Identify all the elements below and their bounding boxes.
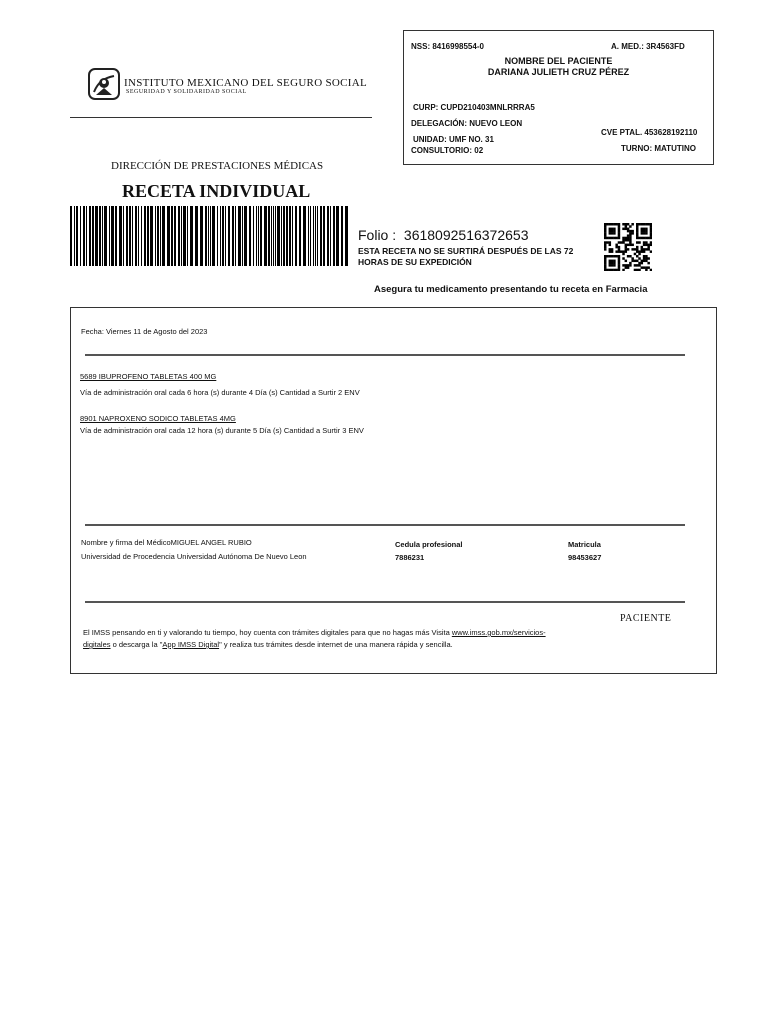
footer-divider <box>85 601 685 603</box>
folio-number: 3618092516372653 <box>403 227 529 243</box>
expiry-notice <box>358 246 573 268</box>
doctor-name: Nombre y firma del MédicoMIGUEL ANGEL RUBIO <box>81 538 252 547</box>
org-name: INSTITUTO MEXICANO DEL SEGURO SOCIAL <box>124 77 368 89</box>
medication-2-instructions: Vía de administración oral cada 12 hora (s) durante 5 Día (s) Cantidad a Surtir 3 ENV <box>80 426 364 435</box>
patient-info-box <box>403 30 714 165</box>
cedula-label: Cedula profesional <box>395 540 463 549</box>
prescription-box <box>70 307 717 674</box>
folio-label: Folio : <box>358 227 397 243</box>
cve-ptal: CVE PTAL. 453628192110 <box>601 128 698 137</box>
qr-code <box>604 223 652 271</box>
copy-label: PACIENTE <box>620 613 672 624</box>
signature-divider <box>85 524 685 526</box>
medication-1-instructions: Vía de administración oral cada 6 hora (s) durante 4 Día (s) Cantidad a Surtir 2 ENV <box>80 388 360 397</box>
folio <box>358 227 528 243</box>
patient-name-label: NOMBRE DEL PACIENTE <box>504 56 613 66</box>
imss-website-link[interactable]: www.imss.gob.mx/servicios- <box>451 628 546 637</box>
footer-text-end: " y realiza tus trámites desde internet de una manera rápida y sencilla. <box>219 640 453 649</box>
consultorio: CONSULTORIO: 02 <box>411 146 484 155</box>
footer-text <box>83 627 603 651</box>
footer-text-mid: o descarga la " <box>110 640 163 649</box>
expiry-notice-line1: ESTA RECETA NO SE SURTIRÁ DESPUÉS DE LAS 72 <box>358 246 574 256</box>
expiry-notice-line2: HORAS DE SU EXPEDICIÓN <box>358 257 472 267</box>
doctor-university: Universidad de Procedencia Universidad Autónoma De Nuevo Leon <box>81 552 307 561</box>
medication-2-name: 8901 NAPROXENO SODICO TABLETAS 4MG <box>80 414 236 423</box>
imss-website-link-cont[interactable]: digitales <box>83 640 111 649</box>
org-subtitle: SEGURIDAD Y SOLIDARIDAD SOCIAL <box>126 89 247 95</box>
pharmacy-note: Asegura tu medicamento presentando tu receta en Farmacia <box>374 284 648 295</box>
patient-name: DARIANA JULIETH CRUZ PÉREZ <box>487 67 630 77</box>
nss: NSS: 8416998554-0 <box>411 42 484 51</box>
matricula-label: Matricula <box>568 540 601 549</box>
date-divider <box>85 354 685 356</box>
a-med: A. MED.: 3R4563FD <box>611 42 685 51</box>
imss-logo-icon <box>88 68 120 100</box>
app-imss-digital-link[interactable]: App IMSS Digital <box>162 640 220 649</box>
prescription-date: Fecha: Viernes 11 de Agosto del 2023 <box>81 327 208 336</box>
doc-title: RECETA INDIVIDUAL <box>122 181 311 201</box>
header-divider <box>70 117 372 118</box>
curp: CURP: CUPD210403MNLRRRA5 <box>413 103 535 112</box>
turno: TURNO: MATUTINO <box>621 144 696 153</box>
delegacion: DELEGACIÓN: NUEVO LEON <box>411 119 523 128</box>
barcode <box>70 206 350 266</box>
unidad: UNIDAD: UMF NO. 31 <box>413 135 494 144</box>
matricula-value: 98453627 <box>568 553 602 562</box>
medication-1-name: 5689 IBUPROFENO TABLETAS 400 MG <box>80 372 217 381</box>
cedula-value: 7886231 <box>395 553 425 562</box>
footer-text-start: El IMSS pensando en ti y valorando tu tiempo, hoy cuenta con trámites digitales para que no hagas más Visita <box>83 628 452 637</box>
department: DIRECCIÓN DE PRESTACIONES MÉDICAS <box>111 160 324 172</box>
